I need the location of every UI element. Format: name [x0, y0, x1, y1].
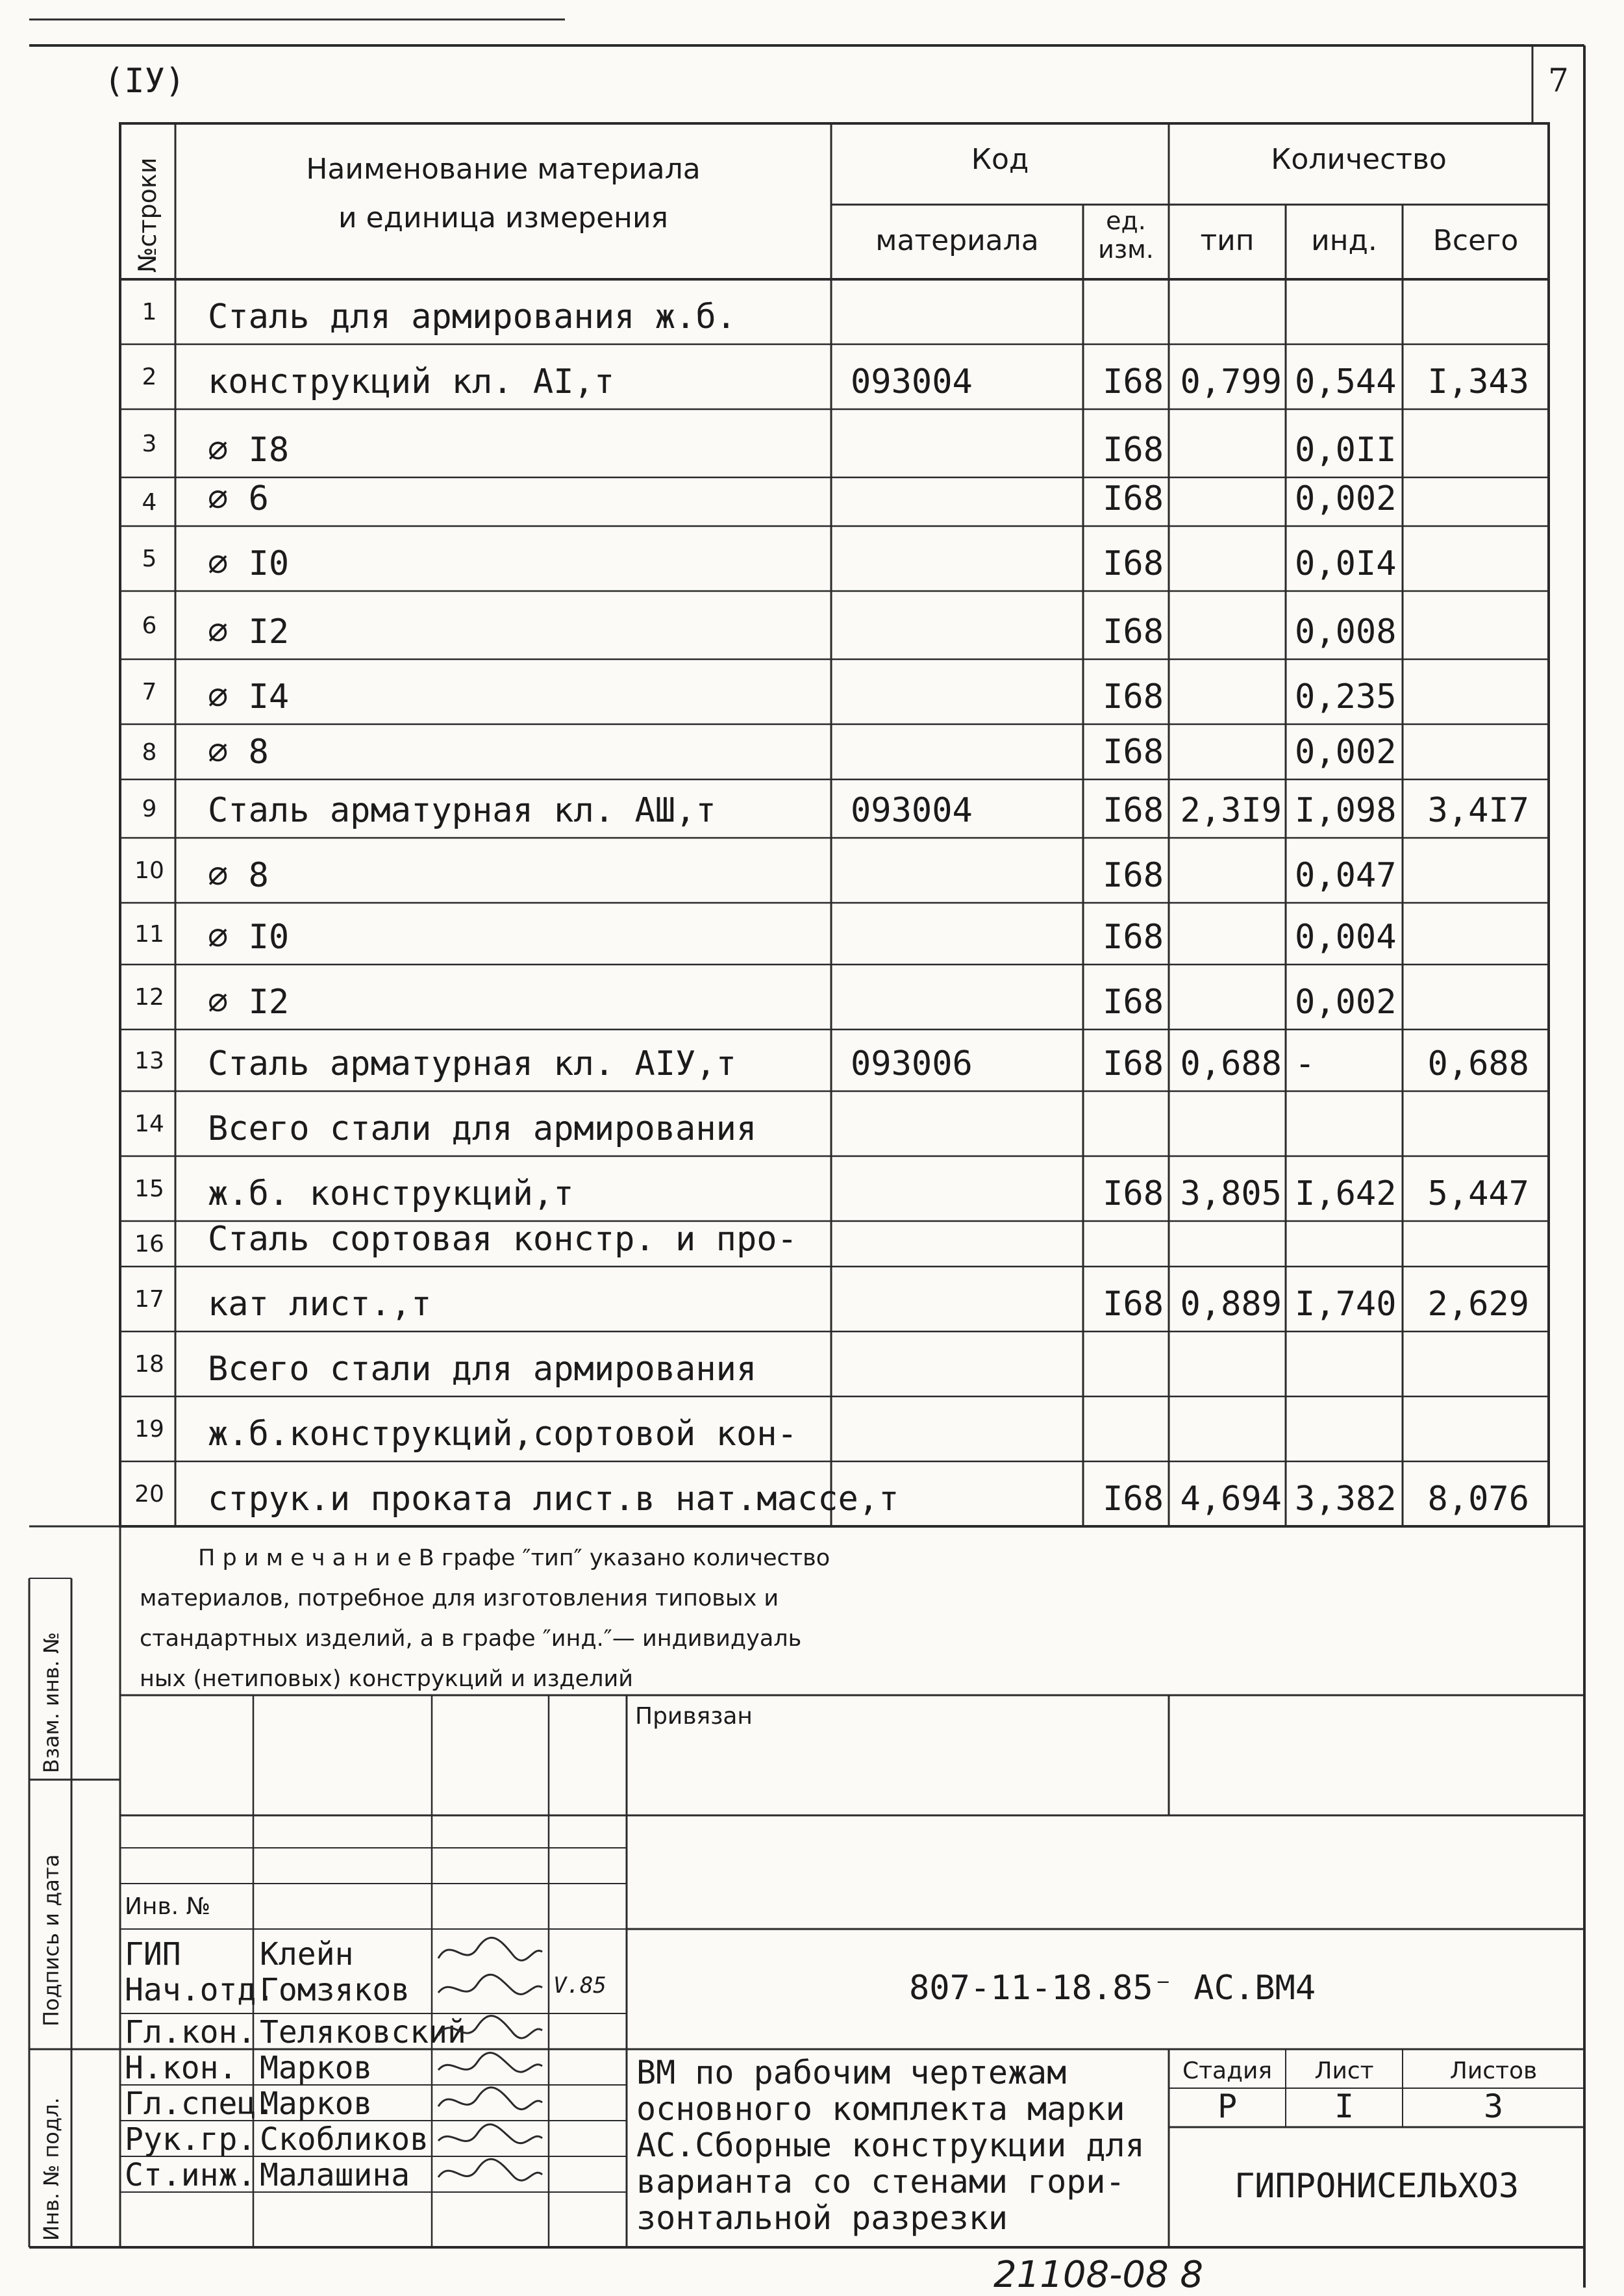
cell-ind: I,740 [1295, 1285, 1397, 1324]
cell-unit: I68 [1103, 733, 1164, 772]
section-label: (IУ) [104, 62, 186, 101]
cell-name: ∅ I2 [208, 612, 290, 651]
row-number: 20 [134, 1481, 164, 1508]
cell-name: ∅ 6 [208, 479, 269, 518]
cell-name: ж.б. конструкций,т [208, 1174, 574, 1213]
cell-ind: 0,544 [1295, 362, 1397, 401]
stage-value: Р [1217, 2088, 1238, 2125]
cell-ind: - [1295, 1044, 1316, 1083]
signature-name: Малашина [260, 2157, 410, 2193]
cell-unit: I68 [1103, 983, 1164, 1022]
cell-unit: I68 [1103, 677, 1164, 716]
signature-role: ГИП [125, 1936, 181, 1973]
cell-type: 0,889 [1180, 1285, 1282, 1324]
sheets-label: Листов [1449, 2058, 1538, 2084]
cell-unit: I68 [1103, 791, 1164, 830]
cell-name: ∅ I8 [208, 431, 290, 470]
signature-name: Гомзяков [260, 1972, 410, 2008]
cell-unit: I68 [1103, 362, 1164, 401]
row-number: 8 [142, 738, 157, 766]
document-code: 807-11-18.85⁻ АС.ВМ4 [909, 1969, 1316, 2008]
cell-ind: I,098 [1295, 791, 1397, 830]
archive-number: 21108-08 8 [993, 2254, 1204, 2296]
row-number: 4 [142, 488, 157, 516]
cell-unit: I68 [1103, 1174, 1164, 1213]
cell-code: 093006 [851, 1044, 973, 1083]
row-number: 15 [134, 1176, 164, 1202]
note-line: П р и м е ч а н и е В графе ″тип″ указано количество [198, 1545, 831, 1571]
cell-name: Сталь сортовая констр. и про- [208, 1220, 797, 1259]
description-line: ВМ по рабочим чертежам [636, 2054, 1067, 2091]
header-row-number: №строки [133, 157, 162, 273]
cell-name: Сталь для армирования ж.б. [208, 297, 736, 336]
signature-name: Клейн [260, 1936, 354, 1973]
cell-unit: I68 [1103, 431, 1164, 470]
handwritten-signature [435, 2046, 545, 2085]
cell-name: струк.и проката лист.в нат.массе,т [208, 1480, 899, 1519]
row-number: 13 [134, 1047, 164, 1074]
signature-role: Рук.гр. [125, 2121, 256, 2158]
cell-ind: I,642 [1295, 1174, 1397, 1213]
side-label-inv: Инв. № подл. [39, 2097, 64, 2241]
signature-name: Марков [260, 2086, 373, 2122]
cell-ind: 0,235 [1295, 677, 1397, 716]
header-code: Код [971, 143, 1029, 176]
signature-name: Скобликов [260, 2121, 429, 2158]
cell-name: Сталь арматурная кл. АШ,т [208, 791, 716, 830]
row-number: 10 [134, 857, 164, 884]
cell-name: ∅ I0 [208, 544, 290, 583]
cell-unit: I68 [1103, 1285, 1164, 1324]
note-text [140, 1538, 830, 1699]
header-code-material: материала [875, 224, 1039, 257]
note-line: стандартных изделий, а в графе ″инд.″— индивидуаль [140, 1626, 802, 1652]
handwritten-signature [435, 2117, 545, 2156]
header-qty-total: Всего [1432, 224, 1519, 257]
cell-unit: I68 [1103, 612, 1164, 651]
cell-name: ∅ I0 [208, 918, 290, 957]
sheet-value: I [1334, 2088, 1355, 2125]
header-name-line1: Наименование материала [306, 153, 701, 186]
cell-ind: 0,002 [1295, 733, 1397, 772]
cell-name: ∅ I2 [208, 983, 290, 1022]
cell-name: конструкций кл. AI,т [208, 362, 615, 401]
cell-code: 093004 [851, 362, 973, 401]
side-label-vzam: Взам. инв. № [39, 1632, 64, 1773]
cell-type: 4,694 [1180, 1480, 1282, 1519]
row-number: 14 [134, 1111, 164, 1137]
row-number: 19 [134, 1416, 164, 1443]
header-qty-ind: инд. [1311, 224, 1377, 257]
cell-ind: 3,382 [1295, 1480, 1397, 1519]
description-line: АС.Сборные конструкции для [636, 2126, 1145, 2164]
cell-name: Всего стали для армирования [208, 1109, 757, 1148]
document-description [636, 2054, 1145, 2236]
cell-name: ж.б.конструкций,сортовой кон- [208, 1415, 797, 1454]
cell-total: 8,076 [1427, 1480, 1529, 1519]
signature-role: Н.кон. [125, 2050, 238, 2086]
cell-ind: 0,0II [1295, 431, 1397, 470]
signature-role: Гл.спец. [125, 2086, 275, 2122]
inv-no-label: Инв. № [125, 1893, 211, 1920]
side-label-podpis: Подпись и дата [39, 1854, 64, 2026]
cell-type: 3,805 [1180, 1174, 1282, 1213]
row-number: 6 [142, 612, 157, 639]
header-qty-type: тип [1200, 224, 1255, 257]
cell-ind: 0,047 [1295, 856, 1397, 895]
cell-total: 3,4I7 [1427, 791, 1529, 830]
row-number: 1 [142, 299, 157, 325]
row-number: 3 [142, 430, 157, 457]
row-number: 9 [142, 796, 157, 822]
handwritten-signature [435, 2010, 545, 2049]
cell-unit: I68 [1103, 1480, 1164, 1519]
cell-type: 0,688 [1180, 1044, 1282, 1083]
row-number: 11 [134, 920, 164, 948]
note-line: материалов, потребное для изготовления типовых и [140, 1585, 779, 1611]
description-line: варианта со стенами гори- [636, 2163, 1125, 2201]
signature-date: V.85 [553, 1973, 606, 1999]
cell-ind: 0,002 [1295, 479, 1397, 518]
sheet-number: 7 [1548, 62, 1569, 99]
cell-name: ∅ 8 [208, 733, 269, 772]
cell-name: кат лист.,т [208, 1285, 432, 1324]
cell-unit: I68 [1103, 544, 1164, 583]
header-quantity: Количество [1271, 143, 1447, 176]
cell-unit: I68 [1103, 479, 1164, 518]
cell-unit: I68 [1103, 918, 1164, 957]
row-number: 5 [142, 546, 157, 572]
cell-ind: 0,008 [1295, 612, 1397, 651]
handwritten-signature [435, 1932, 545, 1971]
signature-role: Гл.кон. [125, 2014, 256, 2050]
cell-code: 093004 [851, 791, 973, 830]
row-number: 16 [134, 1231, 164, 1257]
signature-role: Ст.инж. [125, 2157, 256, 2193]
handwritten-signature [435, 2153, 545, 2192]
handwritten-signature [435, 1968, 545, 2007]
handwritten-signature [435, 2082, 545, 2121]
header-name-line2: и единица измерения [338, 201, 669, 234]
cell-ind: 0,004 [1295, 918, 1397, 957]
row-number: 17 [134, 1286, 164, 1313]
sheet-label: Лист [1314, 2058, 1374, 2084]
note-line: ных (нетиповых) конструкций и изделий [140, 1666, 634, 1692]
cell-type: 0,799 [1180, 362, 1282, 401]
sheets-value: 3 [1483, 2088, 1504, 2125]
cell-name: ∅ I4 [208, 677, 290, 716]
cell-unit: I68 [1103, 856, 1164, 895]
stage-label: Стадия [1182, 2058, 1273, 2084]
cell-total: 0,688 [1427, 1044, 1529, 1083]
cell-name: Сталь арматурная кл. АIУ,т [208, 1044, 736, 1083]
row-number: 2 [142, 364, 157, 390]
header-code-unit: ед. изм. [1098, 207, 1154, 264]
row-number: 7 [142, 679, 157, 705]
cell-name: Всего стали для армирования [208, 1350, 757, 1389]
description-line: основного комплекта марки [636, 2090, 1125, 2128]
cell-total: I,343 [1427, 362, 1529, 401]
privyazan-label: Привязан [635, 1703, 753, 1730]
organization: ГИПРОНИСЕЛЬХОЗ [1234, 2167, 1519, 2206]
cell-name: ∅ 8 [208, 856, 269, 895]
cell-total: 2,629 [1427, 1285, 1529, 1324]
cell-unit: I68 [1103, 1044, 1164, 1083]
cell-ind: 0,002 [1295, 983, 1397, 1022]
description-line: зонтальной разрезки [636, 2199, 1008, 2237]
cell-ind: 0,0I4 [1295, 544, 1397, 583]
row-number: 12 [134, 984, 164, 1011]
signature-role: Нач.отд. [125, 1972, 275, 2008]
cell-type: 2,3I9 [1180, 791, 1282, 830]
signature-name: Марков [260, 2050, 373, 2086]
row-number: 18 [134, 1351, 164, 1378]
cell-total: 5,447 [1427, 1174, 1529, 1213]
signature-name: Теляковский [260, 2014, 466, 2050]
